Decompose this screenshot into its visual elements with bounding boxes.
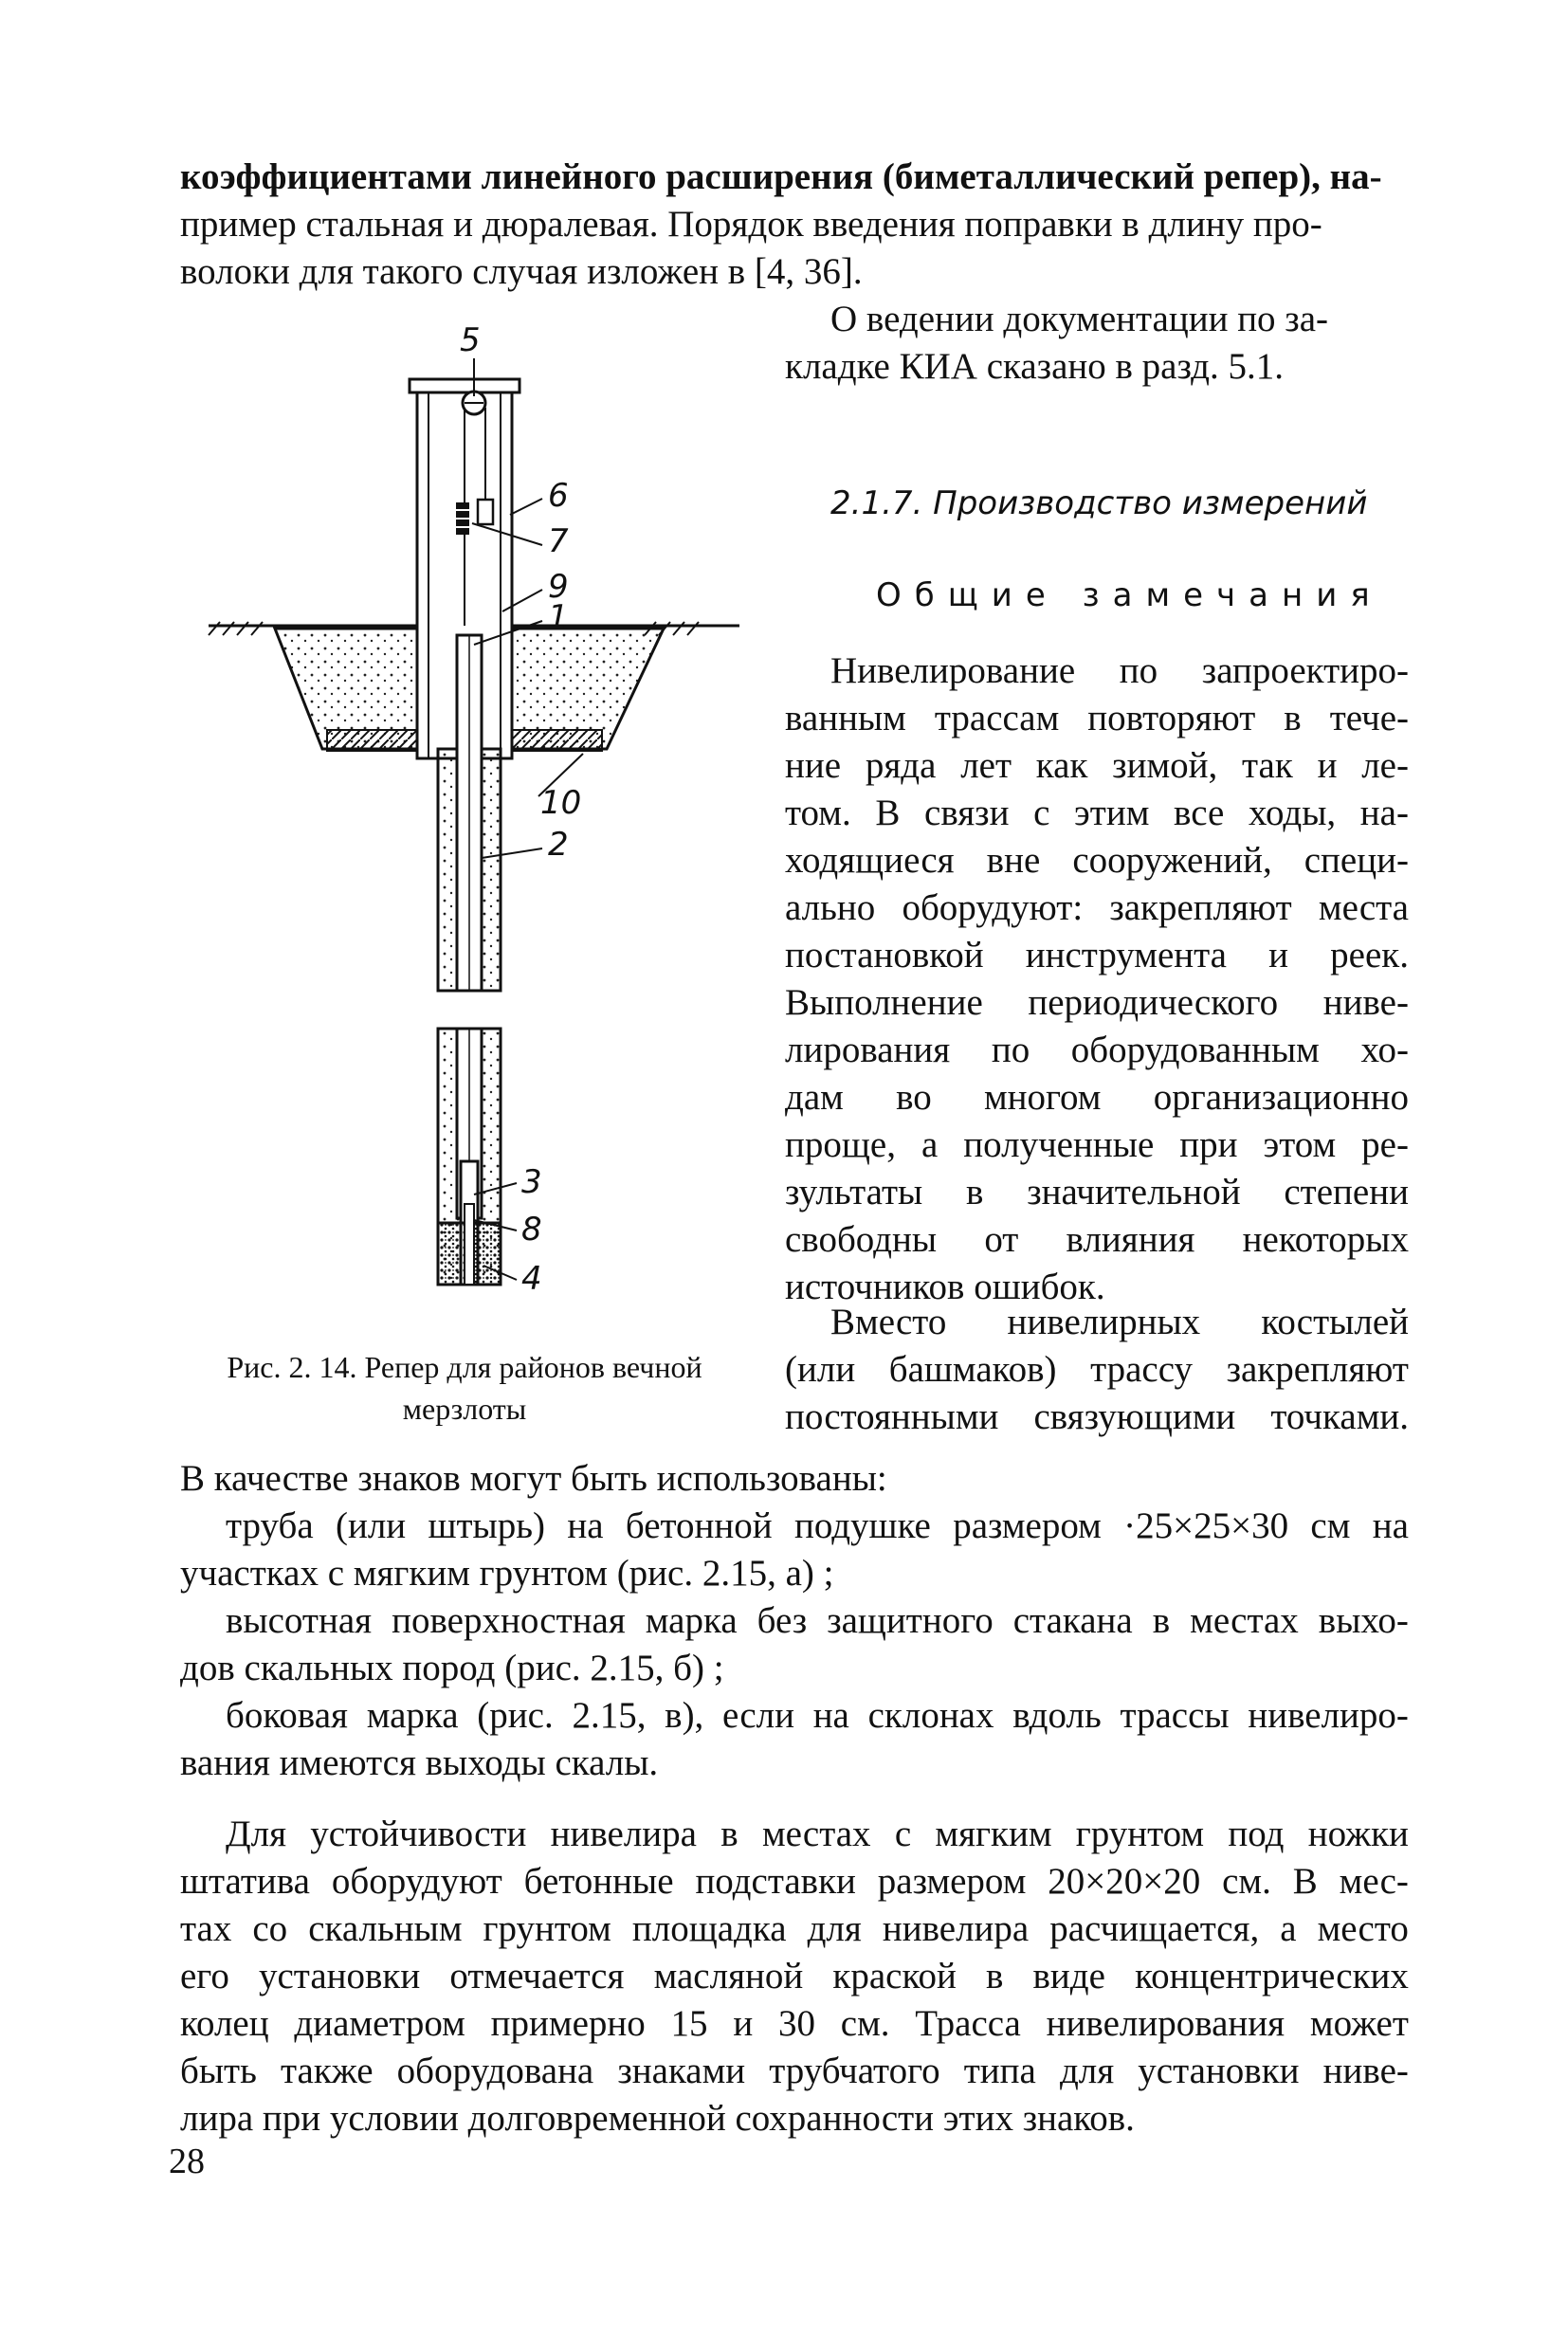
section-heading: 2.1.7. Производство измерений [830, 484, 1368, 522]
right-para1-line: зультаты в значительной степени [785, 1172, 1409, 1212]
page-number: 28 [169, 2142, 205, 2181]
figure-label-10: 10 [540, 784, 582, 822]
bottom-p4-line: тах со скальным грунтом площадка для нивелира расчищается, а место [180, 1908, 1409, 1949]
right-para1-line: том. В связи с этим все ходы, на- [785, 793, 1409, 833]
figure-label-6: 6 [548, 477, 569, 515]
right-para1-line: Выполнение периодического ниве- [785, 982, 1409, 1023]
bottom-p1-line: участках с мягким грунтом (рис. 2.15, а) ; [180, 1553, 834, 1594]
top-line-3: волоки для такого случая изложен в [4, 36]. [180, 251, 863, 292]
right-para1-line: ние ряда лет как зимой, так и ле- [785, 745, 1409, 786]
right-para1-line: ванным трассам повторяют в тече- [785, 698, 1409, 738]
right-para1-line: ально оборудуют: закрепляют места [785, 887, 1409, 928]
figure-label-2: 2 [548, 826, 569, 864]
right-para1-line: дам во многом организационно [785, 1077, 1409, 1118]
borehole-column-lower [438, 1029, 501, 1285]
top-line-1: коэффициентами линейного расширения (биметаллический репер), на- [180, 156, 1382, 197]
figure-label-4: 4 [521, 1260, 542, 1298]
benchmark-figure [190, 313, 758, 1308]
figure-label-9: 9 [548, 568, 569, 606]
caption-line-1: Рис. 2. 14. Репер для районов вечной [227, 1350, 702, 1384]
right-para1-line: Нивелирование по запроектиро- [830, 650, 1409, 691]
right-para2-line: (или башмаков) трассу закрепляют [785, 1349, 1409, 1390]
figure-label-8: 8 [521, 1211, 542, 1249]
right-para1-line: ходящиеся вне сооружений, специ- [785, 840, 1409, 881]
bottom-p2-line: высотная поверхностная марка без защитного стакана в местах выхо- [226, 1600, 1409, 1641]
doc-line-2: кладке КИА сказано в разд. 5.1. [785, 346, 1285, 387]
figure-label-1: 1 [548, 598, 569, 636]
top-line-2: пример стальная и дюралевая. Порядок введения поправки в длину про- [180, 204, 1322, 245]
figure-caption [171, 1346, 758, 1430]
right-para2-line: Вместо нивелирных костылей [830, 1302, 1409, 1342]
figure-label-5: 5 [460, 321, 481, 359]
right-para1-line: свободны от влияния некоторых [785, 1219, 1409, 1260]
right-para1-line: проще, а полученные при этом ре- [785, 1124, 1409, 1165]
counterweight [478, 500, 493, 524]
bottom-p4-line: колец диаметром примерно 15 и 30 см. Трасса нивелирования может [180, 2003, 1409, 2044]
right-para2-line: постоянными связующими точками. [785, 1396, 1409, 1437]
right-para1-line: лирования по оборудованным хо- [785, 1030, 1409, 1070]
subheading: Общие замечания [876, 576, 1383, 614]
bottom-p4-line: его установки отмечается масляной краской в виде концентрических [180, 1956, 1409, 1996]
right-para1-line: постановкой инструмента и реек. [785, 935, 1409, 975]
bottom-p4-line: Для устойчивости нивелира в местах с мягким грунтом под ножки [226, 1814, 1409, 1854]
bottom-p3-line: боковая марка (рис. 2.15, в), если на склонах вдоль трассы нивелиро- [226, 1695, 1409, 1736]
right-para1-line: источников ошибок. [785, 1267, 1105, 1307]
bottom-p1-line: труба (или штырь) на бетонной подушке размером ·25×25×30 см на [226, 1505, 1409, 1546]
figure-label-3: 3 [521, 1163, 542, 1201]
bottom-intro: В качестве знаков могут быть использованы: [180, 1458, 887, 1499]
caption-line-2: мерзлоты [402, 1392, 527, 1426]
figure-label-7: 7 [548, 522, 569, 560]
bottom-p4-line: быть также оборудована знаками трубчатого типа для установки ниве- [180, 2051, 1409, 2091]
bottom-p2-line: дов скальных пород (рис. 2.15, б) ; [180, 1648, 724, 1688]
doc-line-1: О ведении документации по за- [830, 299, 1329, 339]
bottom-p4-line: лира при условии долговременной сохранности этих знаков. [180, 2098, 1135, 2139]
bottom-p3-line: вания имеются выходы скалы. [180, 1742, 659, 1783]
bottom-p4-line: штатива оборудуют бетонные подставки размером 20×20×20 см. В мес- [180, 1861, 1409, 1902]
